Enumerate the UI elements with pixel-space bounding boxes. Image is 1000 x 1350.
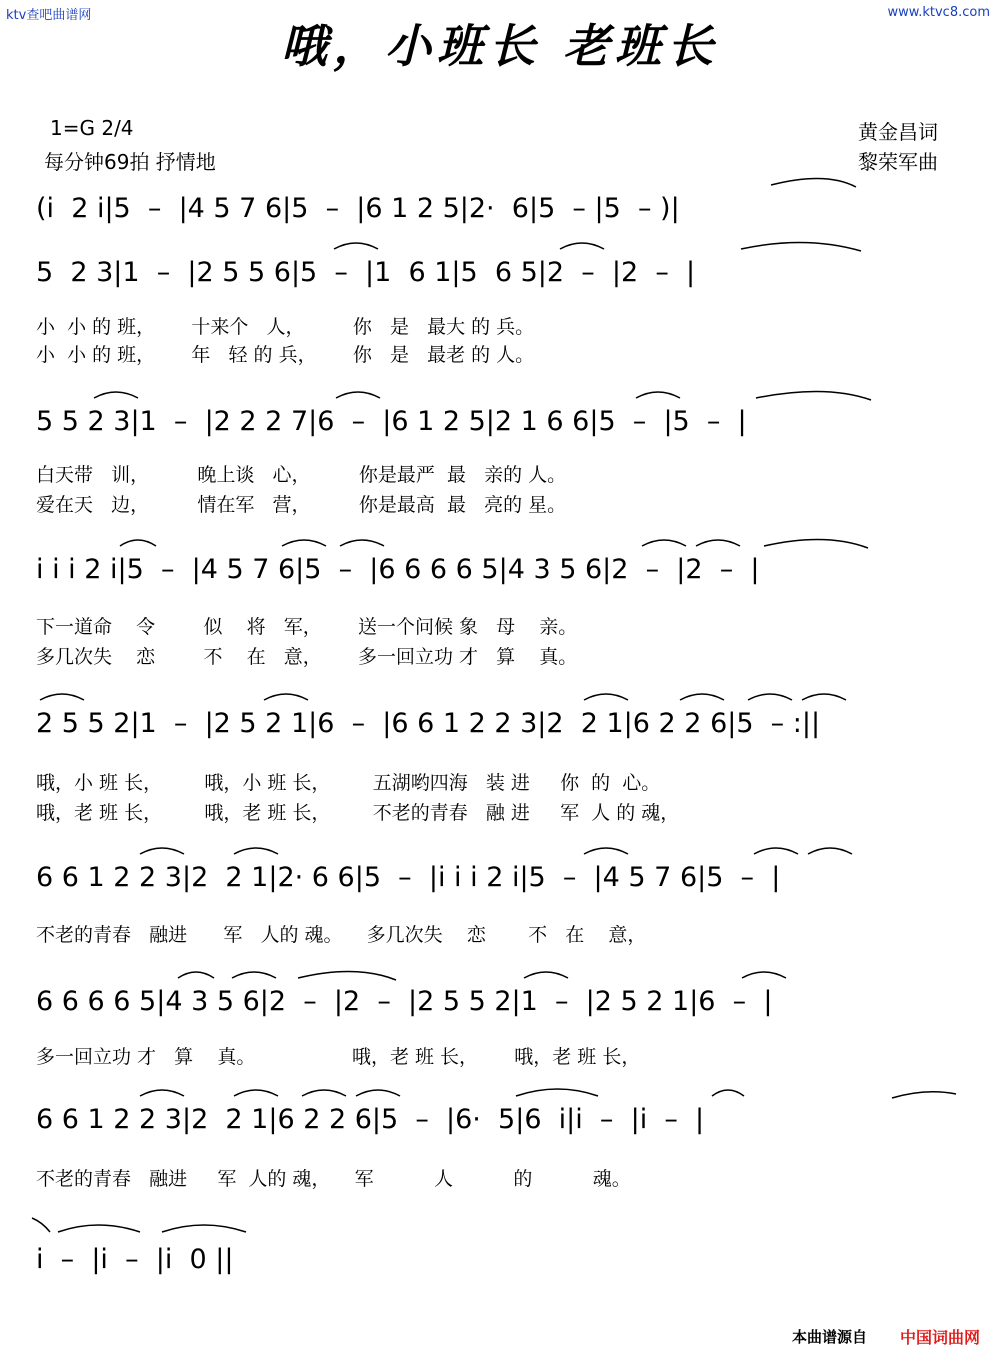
lyric-verse-1: 哦，小 班 长， 哦，小 班 长， 五湖哟四海 装 进 你 的 心。 (36, 772, 661, 794)
tempo-marking: 每分钟69拍 抒情地 (44, 150, 216, 174)
lyric-verse-1: 小 小 的 班， 十来个 人， 你 是 最大 的 兵。 (36, 316, 535, 338)
slur-marks (36, 257, 960, 301)
lyric-line: 不老的青春 融进 军 人的 魂。 多几次失 恋 不 在 意， (36, 924, 647, 946)
score-row-1 (36, 193, 960, 237)
notation-line: 6 6 1 2 2 3|2 2 1|6 2 2 6|5 – |6· 5|6 i|i – |i – | (36, 1104, 705, 1135)
lyric-verse-2: 小 小 的 班， 年 轻 的 兵， 你 是 最老 的 人。 (36, 344, 535, 366)
lyric-verse-1: 下一道命 令 似 将 军， 送一个问候 象 母 亲。 (36, 616, 578, 638)
score-row-6 (36, 862, 960, 906)
slur-marks (36, 862, 960, 906)
watermark-right: www.ktvc8.com (887, 5, 990, 20)
score-row-8 (36, 1104, 960, 1148)
lyric-line: 多一回立功 才 算 真。 哦，老 班 长， 哦，老 班 长， (36, 1046, 641, 1068)
slur-marks (36, 554, 960, 598)
slur-marks (36, 986, 960, 1030)
lyric-verse-1: 白天带 训， 晚上谈 心， 你是最严 最 亲的 人。 (36, 464, 567, 486)
lyric-line: 不老的青春 融进 军 人的 魂， 军 人 的 魂。 (36, 1168, 631, 1190)
notation-line: 5 2 3|1 – |2 5 5 6|5 – |1 6 1|5 6 5|2 – |2 – | (36, 257, 696, 288)
slur-marks (36, 1244, 960, 1288)
score-row-4 (36, 554, 960, 598)
score-row-2 (36, 257, 960, 301)
slur-marks (36, 406, 960, 450)
lyric-verse-2: 爱在天 边， 情在军 营， 你是最高 最 亮的 星。 (36, 494, 567, 516)
notation-line: i i i 2 i|5 – |4 5 7 6|5 – |6 6 6 6 5|4 3 5 6|2 – |2 – | (36, 554, 760, 585)
score-row-7 (36, 986, 960, 1030)
notation-line: 6 6 6 6 5|4 3 5 6|2 – |2 – |2 5 5 2|1 – |2 5 2 1|6 – | (36, 986, 773, 1017)
notation-line: 5 5 2 3|1 – |2 2 2 7|6 – |6 1 2 5|2 1 6 6|5 – |5 – | (36, 406, 747, 437)
footer-source-label: 本曲谱源自 (792, 1328, 868, 1346)
score-row-3 (36, 406, 960, 450)
notation-line: 2 5 5 2|1 – |2 5 2 1|6 – |6 6 1 2 2 3|2 2 1|6 2 2 6|5 – :|| (36, 708, 821, 739)
notation-line: i – |i – |i 0 || (36, 1244, 234, 1275)
lyric-verse-2: 多几次失 恋 不 在 意， 多一回立功 才 算 真。 (36, 646, 578, 668)
score-row-5 (36, 708, 960, 752)
score-row-9 (36, 1244, 960, 1288)
slur-marks (36, 708, 960, 752)
slur-marks (36, 1104, 960, 1148)
composer-credit: 黎荣军曲 (858, 150, 938, 174)
song-title: 哦，小班长 老班长 (280, 19, 719, 73)
slur-marks (36, 193, 960, 237)
lyricist-credit: 黄金昌词 (858, 120, 938, 144)
key-meter: 1=G 2/4 (50, 116, 134, 140)
notation-line: 6 6 1 2 2 3|2 2 1|2· 6 6|5 – |i i i 2 i|5 – |4 5 7 6|5 – | (36, 862, 781, 893)
footer-site-name: 中国词曲网 (900, 1328, 981, 1347)
watermark-left: ktv查吧曲谱网 (6, 8, 92, 23)
notation-line: (i 2 i|5 – |4 5 7 6|5 – |6 1 2 5|2· 6|5 – |5 – )| (36, 193, 680, 224)
lyric-verse-2: 哦，老 班 长， 哦，老 班 长， 不老的青春 融 进 军 人 的 魂， (36, 802, 680, 824)
